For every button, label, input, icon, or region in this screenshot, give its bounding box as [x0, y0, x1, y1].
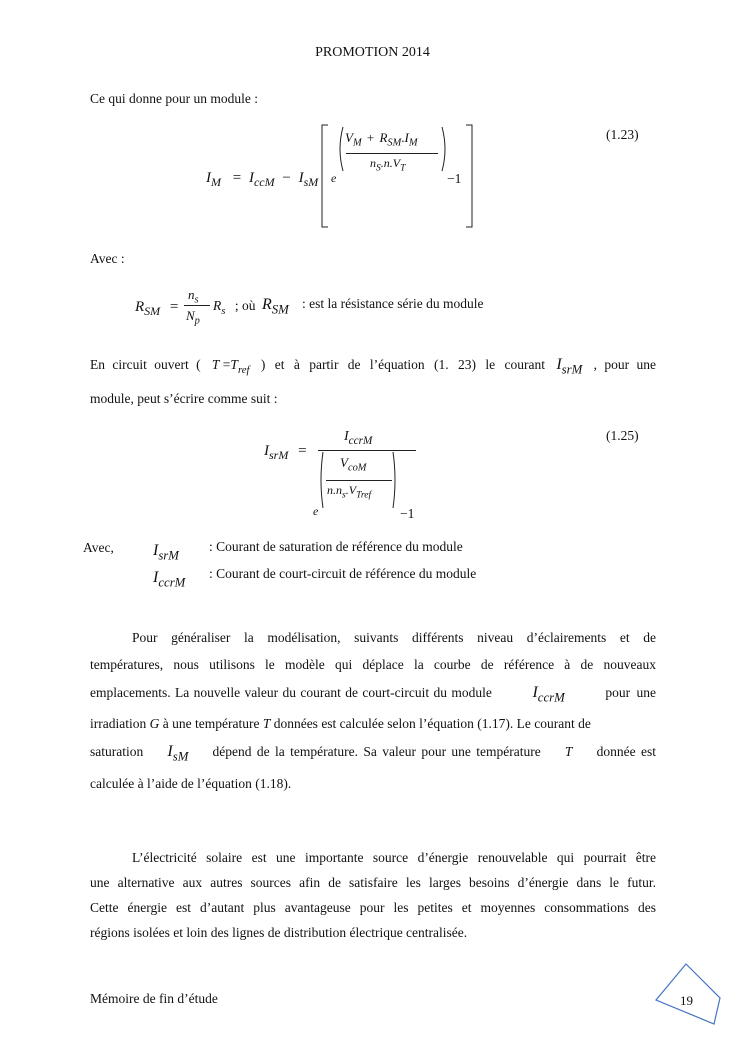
eq125-exp-base: e	[313, 504, 319, 518]
eq125-lhs: $I_{srM}$ =	[264, 443, 307, 463]
eq125-exp-denominator: $n.n_s.V_{Tref}$	[327, 483, 372, 501]
exp-fraction-bar	[346, 153, 438, 154]
exp-base: e	[331, 171, 337, 185]
solar-line-3: Cette énergie est d’autant plus avantageuse pour les petites et moyennes consommations des	[90, 900, 656, 915]
exp-denominator: $n_S.n.V_T$	[370, 156, 406, 174]
rsm-rhs: $R_s$ ; où	[213, 298, 256, 317]
eq125-exp-fraction-bar	[326, 480, 392, 481]
solar-line-2: une alternative aux autres sources afin de satisfaire les larges besoins d’énergie dans le futur.	[90, 875, 656, 890]
gen-line-2: températures, nous utilisons le modèle qui déplace la courbe de référence à de nouveaux	[90, 657, 656, 672]
rsm-fraction-bar	[184, 305, 210, 306]
solar-paragraph	[90, 850, 656, 941]
generalisation-paragraph	[90, 630, 656, 792]
gen-line-5: saturation $I_{sM}$ dépend de la température. Sa valeur pour une température T donnée est	[90, 743, 656, 764]
page-header: PROMOTION 2014	[315, 45, 430, 60]
definition-srm-symbol: $I_{srM}$	[153, 542, 179, 563]
definition-ccrm-symbol: $I_{ccrM}$	[153, 569, 186, 590]
exp-numerator: $V_M + R_{SM}.I_M$	[345, 130, 418, 149]
large-bracket-right-icon	[464, 124, 474, 228]
rsm-symbol: $R_{SM}$	[262, 296, 289, 317]
minus-one: −1	[447, 171, 462, 186]
definition-ccrm-desc: : Courant de court-circuit de référence du module	[209, 566, 477, 581]
solar-line-4: régions isolées et loin des lignes de distribution électrique centralisée.	[90, 925, 468, 940]
rsm-denominator: $N_p$	[186, 308, 200, 327]
paren-right-icon	[441, 126, 449, 172]
eq125-main-fraction-bar	[318, 450, 416, 451]
gen-line-4: irradiation G à une température T données est calculée selon l’équation (1.17). Le courant de	[90, 716, 591, 732]
eq125-minus-one: −1	[400, 506, 415, 521]
large-bracket-left-icon	[320, 124, 330, 228]
eq125-paren-right-icon	[392, 451, 398, 509]
page-number: 19	[680, 993, 693, 1008]
equation-1-23	[0, 0, 745, 240]
rsm-numerator: $n_s$	[188, 287, 199, 306]
footer-left: Mémoire de fin d’étude	[90, 991, 218, 1006]
open-circuit-line2: module, peut s’écrire comme suit :	[90, 391, 278, 406]
intro-text: Ce qui donne pour un module :	[90, 91, 258, 106]
definition-srm-desc: : Courant de saturation de référence du module	[209, 539, 463, 554]
equation-number-125: (1.25)	[606, 428, 639, 443]
rsm-lhs: $R_{SM}$ =	[135, 299, 179, 319]
gen-line-1: Pour généraliser la modélisation, suivants différents niveau d’éclairements et de	[132, 630, 656, 645]
rsm-description: : est la résistance série du module	[302, 296, 484, 311]
eq125-numerator: $I_{ccrM}$	[344, 429, 373, 447]
avec-label-2: Avec,	[83, 540, 114, 555]
equation-lhs: $I_M = I_{ccM} - I_{sM}$	[206, 170, 319, 190]
gen-line-3: emplacements. La nouvelle valeur du courant de court-circuit du module $I_{ccrM}$ pour une	[90, 684, 656, 705]
open-circuit-line1: En circuit ouvert ( $T =T_{ref}$ ) et à partir de l’équation (1. 23) le courant $I_{srM}$ , pour une	[90, 356, 656, 377]
gen-line-6: calculée à l’aide de l’équation (1.18).	[90, 775, 292, 791]
paren-left-icon	[336, 126, 344, 172]
eq125-exp-numerator: $V_{coM}$	[340, 455, 367, 474]
avec-label: Avec :	[90, 251, 125, 266]
solar-line-1: L’électricité solaire est une importante source d’énergie renouvelable qui pourrait être	[132, 850, 656, 865]
eq125-paren-left-icon	[318, 451, 324, 509]
equation-number: (1.23)	[606, 127, 639, 142]
